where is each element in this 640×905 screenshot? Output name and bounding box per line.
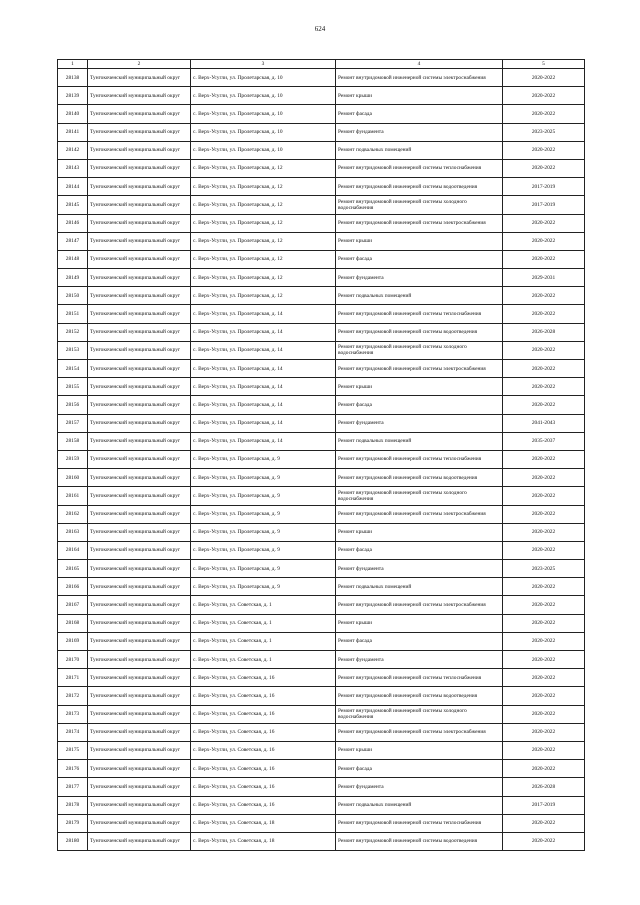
cell-district: Тунгокоченский муниципальный округ xyxy=(88,669,191,687)
table-body xyxy=(58,69,585,851)
table-row xyxy=(58,69,585,87)
cell-district: Тунгокоченский муниципальный округ xyxy=(88,105,191,123)
cell-period: 2020-2022 xyxy=(503,832,585,850)
cell-period: 2020-2022 xyxy=(503,105,585,123)
cell-work: Ремонт подвальных помещений xyxy=(336,578,503,596)
cell-district: Тунгокоченский муниципальный округ xyxy=(88,760,191,778)
cell-num: 28142 xyxy=(58,141,88,159)
cell-work: Ремонт внутридомовой инженерной системы электроснабжения xyxy=(336,360,503,378)
cell-period: 2020-2022 xyxy=(503,87,585,105)
cell-period: 2020-2022 xyxy=(503,741,585,759)
cell-district: Тунгокоченский муниципальный округ xyxy=(88,778,191,796)
cell-num: 28155 xyxy=(58,378,88,396)
table-row xyxy=(58,523,585,541)
cell-address: с. Верх-Усугли, ул. Пролетарская, д. 14 xyxy=(191,432,336,450)
cell-address: с. Верх-Усугли, ул. Пролетарская, д. 9 xyxy=(191,487,336,505)
cell-district: Тунгокоченский муниципальный округ xyxy=(88,614,191,632)
cell-period: 2020-2022 xyxy=(503,814,585,832)
cell-work: Ремонт внутридомовой инженерной системы водоотведения xyxy=(336,178,503,196)
cell-work: Ремонт фасада xyxy=(336,250,503,268)
cell-num: 28143 xyxy=(58,159,88,177)
cell-work: Ремонт фундамента xyxy=(336,123,503,141)
cell-address: с. Верх-Усугли, ул. Пролетарская, д. 9 xyxy=(191,450,336,468)
table-row xyxy=(58,305,585,323)
cell-district: Тунгокоченский муниципальный округ xyxy=(88,178,191,196)
cell-work: Ремонт крыши xyxy=(336,614,503,632)
cell-address: с. Верх-Усугли, ул. Пролетарская, д. 14 xyxy=(191,341,336,359)
cell-period: 2020-2022 xyxy=(503,705,585,723)
cell-num: 28171 xyxy=(58,669,88,687)
cell-address: с. Верх-Усугли, ул. Пролетарская, д. 14 xyxy=(191,396,336,414)
cell-num: 28140 xyxy=(58,105,88,123)
cell-num: 28170 xyxy=(58,651,88,669)
cell-work: Ремонт внутридомовой инженерной системы холодного водоснабжения xyxy=(336,196,503,214)
table-row xyxy=(58,723,585,741)
cell-num: 28173 xyxy=(58,705,88,723)
cell-period: 2020-2022 xyxy=(503,614,585,632)
column-header: 4 xyxy=(336,60,503,69)
column-header: 1 xyxy=(58,60,88,69)
cell-num: 28138 xyxy=(58,69,88,87)
cell-address: с. Верх-Усугли, ул. Советская, д. 1 xyxy=(191,632,336,650)
cell-period: 2023-2025 xyxy=(503,123,585,141)
cell-district: Тунгокоченский муниципальный округ xyxy=(88,396,191,414)
cell-work: Ремонт фасада xyxy=(336,105,503,123)
cell-period: 2020-2022 xyxy=(503,305,585,323)
cell-work: Ремонт внутридомовой инженерной системы холодного водоснабжения xyxy=(336,705,503,723)
cell-district: Тунгокоченский муниципальный округ xyxy=(88,651,191,669)
cell-work: Ремонт внутридомовой инженерной системы теплоснабжения xyxy=(336,305,503,323)
cell-num: 28146 xyxy=(58,214,88,232)
cell-district: Тунгокоченский муниципальный округ xyxy=(88,541,191,559)
cell-period: 2020-2022 xyxy=(503,651,585,669)
cell-district: Тунгокоченский муниципальный округ xyxy=(88,632,191,650)
cell-work: Ремонт внутридомовой инженерной системы водоотведения xyxy=(336,323,503,341)
cell-district: Тунгокоченский муниципальный округ xyxy=(88,450,191,468)
table-row xyxy=(58,778,585,796)
cell-work: Ремонт фундамента xyxy=(336,269,503,287)
cell-work: Ремонт внутридомовой инженерной системы холодного водоснабжения xyxy=(336,487,503,505)
cell-num: 28153 xyxy=(58,341,88,359)
table-row xyxy=(58,323,585,341)
cell-district: Тунгокоченский муниципальный округ xyxy=(88,269,191,287)
table-row xyxy=(58,669,585,687)
table-row xyxy=(58,269,585,287)
cell-period: 2020-2022 xyxy=(503,687,585,705)
cell-work: Ремонт внутридомовой инженерной системы электроснабжения xyxy=(336,723,503,741)
cell-work: Ремонт фундамента xyxy=(336,560,503,578)
cell-work: Ремонт внутридомовой инженерной системы электроснабжения xyxy=(336,596,503,614)
column-header: 3 xyxy=(191,60,336,69)
cell-period: 2020-2022 xyxy=(503,505,585,523)
cell-address: с. Верх-Усугли, ул. Пролетарская, д. 12 xyxy=(191,178,336,196)
cell-period: 2020-2022 xyxy=(503,487,585,505)
cell-district: Тунгокоченский муниципальный округ xyxy=(88,814,191,832)
table-row xyxy=(58,141,585,159)
cell-work: Ремонт крыши xyxy=(336,741,503,759)
table-row xyxy=(58,432,585,450)
cell-district: Тунгокоченский муниципальный округ xyxy=(88,378,191,396)
cell-address: с. Верх-Усугли, ул. Пролетарская, д. 14 xyxy=(191,305,336,323)
cell-period: 2020-2022 xyxy=(503,214,585,232)
cell-num: 28179 xyxy=(58,814,88,832)
cell-period: 2023-2025 xyxy=(503,560,585,578)
cell-num: 28154 xyxy=(58,360,88,378)
cell-num: 28149 xyxy=(58,269,88,287)
cell-work: Ремонт крыши xyxy=(336,378,503,396)
cell-period: 2020-2022 xyxy=(503,723,585,741)
cell-address: с. Верх-Усугли, ул. Пролетарская, д. 10 xyxy=(191,123,336,141)
cell-district: Тунгокоченский муниципальный округ xyxy=(88,87,191,105)
cell-num: 28145 xyxy=(58,196,88,214)
cell-num: 28165 xyxy=(58,560,88,578)
cell-address: с. Верх-Усугли, ул. Советская, д. 1 xyxy=(191,651,336,669)
cell-district: Тунгокоченский муниципальный округ xyxy=(88,741,191,759)
table-row xyxy=(58,214,585,232)
cell-address: с. Верх-Усугли, ул. Пролетарская, д. 10 xyxy=(191,69,336,87)
cell-address: с. Верх-Усугли, ул. Пролетарская, д. 12 xyxy=(191,159,336,177)
cell-address: с. Верх-Усугли, ул. Советская, д. 16 xyxy=(191,760,336,778)
cell-work: Ремонт внутридомовой инженерной системы водоотведения xyxy=(336,832,503,850)
cell-period: 2020-2022 xyxy=(503,341,585,359)
table-row xyxy=(58,105,585,123)
cell-address: с. Верх-Усугли, ул. Советская, д. 1 xyxy=(191,614,336,632)
cell-district: Тунгокоченский муниципальный округ xyxy=(88,123,191,141)
cell-period: 2020-2022 xyxy=(503,232,585,250)
cell-work: Ремонт подвальных помещений xyxy=(336,287,503,305)
cell-work: Ремонт подвальных помещений xyxy=(336,432,503,450)
cell-district: Тунгокоченский муниципальный округ xyxy=(88,705,191,723)
cell-district: Тунгокоченский муниципальный округ xyxy=(88,214,191,232)
table-row xyxy=(58,687,585,705)
table-row xyxy=(58,832,585,850)
table-row xyxy=(58,87,585,105)
cell-num: 28177 xyxy=(58,778,88,796)
cell-period: 2020-2022 xyxy=(503,669,585,687)
table-row xyxy=(58,232,585,250)
cell-district: Тунгокоченский муниципальный округ xyxy=(88,305,191,323)
table-row xyxy=(58,796,585,814)
cell-address: с. Верх-Усугли, ул. Пролетарская, д. 14 xyxy=(191,323,336,341)
cell-num: 28167 xyxy=(58,596,88,614)
cell-num: 28163 xyxy=(58,523,88,541)
table-row xyxy=(58,250,585,268)
cell-district: Тунгокоченский муниципальный округ xyxy=(88,523,191,541)
table-row xyxy=(58,341,585,359)
table-row xyxy=(58,178,585,196)
table-row xyxy=(58,578,585,596)
cell-district: Тунгокоченский муниципальный округ xyxy=(88,250,191,268)
table-row xyxy=(58,414,585,432)
cell-district: Тунгокоченский муниципальный округ xyxy=(88,141,191,159)
cell-work: Ремонт подвальных помещений xyxy=(336,796,503,814)
cell-district: Тунгокоченский муниципальный округ xyxy=(88,596,191,614)
cell-address: с. Верх-Усугли, ул. Советская, д. 18 xyxy=(191,832,336,850)
cell-district: Тунгокоченский муниципальный округ xyxy=(88,832,191,850)
cell-period: 2020-2022 xyxy=(503,541,585,559)
cell-district: Тунгокоченский муниципальный округ xyxy=(88,360,191,378)
cell-address: с. Верх-Усугли, ул. Пролетарская, д. 10 xyxy=(191,141,336,159)
table-row xyxy=(58,159,585,177)
cell-district: Тунгокоченский муниципальный округ xyxy=(88,341,191,359)
cell-work: Ремонт фундамента xyxy=(336,414,503,432)
cell-work: Ремонт крыши xyxy=(336,232,503,250)
table-row xyxy=(58,632,585,650)
cell-district: Тунгокоченский муниципальный округ xyxy=(88,469,191,487)
cell-address: с. Верх-Усугли, ул. Пролетарская, д. 9 xyxy=(191,560,336,578)
cell-period: 2020-2022 xyxy=(503,159,585,177)
cell-work: Ремонт фасада xyxy=(336,632,503,650)
cell-address: с. Верх-Усугли, ул. Пролетарская, д. 9 xyxy=(191,578,336,596)
cell-num: 28162 xyxy=(58,505,88,523)
cell-num: 28161 xyxy=(58,487,88,505)
cell-address: с. Верх-Усугли, ул. Советская, д. 18 xyxy=(191,814,336,832)
cell-address: с. Верх-Усугли, ул. Пролетарская, д. 14 xyxy=(191,378,336,396)
cell-address: с. Верх-Усугли, ул. Пролетарская, д. 12 xyxy=(191,214,336,232)
cell-address: с. Верх-Усугли, ул. Пролетарская, д. 9 xyxy=(191,523,336,541)
cell-address: с. Верх-Усугли, ул. Советская, д. 16 xyxy=(191,778,336,796)
cell-address: с. Верх-Усугли, ул. Пролетарская, д. 9 xyxy=(191,505,336,523)
cell-period: 2020-2022 xyxy=(503,523,585,541)
cell-district: Тунгокоченский муниципальный округ xyxy=(88,159,191,177)
cell-period: 2017-2019 xyxy=(503,796,585,814)
cell-work: Ремонт фасада xyxy=(336,760,503,778)
table-row xyxy=(58,741,585,759)
cell-address: с. Верх-Усугли, ул. Советская, д. 1 xyxy=(191,596,336,614)
cell-period: 2020-2022 xyxy=(503,596,585,614)
table-row xyxy=(58,541,585,559)
cell-district: Тунгокоченский муниципальный округ xyxy=(88,232,191,250)
cell-work: Ремонт внутридомовой инженерной системы электроснабжения xyxy=(336,69,503,87)
cell-district: Тунгокоченский муниципальный округ xyxy=(88,414,191,432)
cell-work: Ремонт внутридомовой инженерной системы электроснабжения xyxy=(336,214,503,232)
cell-period: 2017-2019 xyxy=(503,178,585,196)
table-row xyxy=(58,123,585,141)
cell-address: с. Верх-Усугли, ул. Пролетарская, д. 10 xyxy=(191,105,336,123)
cell-address: с. Верх-Усугли, ул. Пролетарская, д. 12 xyxy=(191,269,336,287)
table-row xyxy=(58,287,585,305)
cell-district: Тунгокоченский муниципальный округ xyxy=(88,505,191,523)
cell-work: Ремонт внутридомовой инженерной системы водоотведения xyxy=(336,469,503,487)
cell-district: Тунгокоченский муниципальный округ xyxy=(88,323,191,341)
cell-address: с. Верх-Усугли, ул. Пролетарская, д. 9 xyxy=(191,469,336,487)
cell-period: 2035-2037 xyxy=(503,432,585,450)
cell-num: 28151 xyxy=(58,305,88,323)
cell-district: Тунгокоченский муниципальный округ xyxy=(88,196,191,214)
cell-district: Тунгокоченский муниципальный округ xyxy=(88,723,191,741)
cell-address: с. Верх-Усугли, ул. Пролетарская, д. 12 xyxy=(191,196,336,214)
cell-work: Ремонт внутридомовой инженерной системы холодного водоснабжения xyxy=(336,341,503,359)
cell-address: с. Верх-Усугли, ул. Советская, д. 16 xyxy=(191,669,336,687)
cell-district: Тунгокоченский муниципальный округ xyxy=(88,578,191,596)
cell-address: с. Верх-Усугли, ул. Советская, д. 16 xyxy=(191,705,336,723)
cell-period: 2020-2022 xyxy=(503,578,585,596)
cell-work: Ремонт крыши xyxy=(336,87,503,105)
cell-period: 2020-2022 xyxy=(503,141,585,159)
cell-district: Тунгокоченский муниципальный округ xyxy=(88,287,191,305)
cell-address: с. Верх-Усугли, ул. Пролетарская, д. 9 xyxy=(191,541,336,559)
cell-district: Тунгокоченский муниципальный округ xyxy=(88,687,191,705)
cell-num: 28172 xyxy=(58,687,88,705)
cell-address: с. Верх-Усугли, ул. Советская, д. 16 xyxy=(191,796,336,814)
cell-num: 28169 xyxy=(58,632,88,650)
cell-period: 2020-2022 xyxy=(503,250,585,268)
cell-num: 28147 xyxy=(58,232,88,250)
cell-work: Ремонт фундамента xyxy=(336,651,503,669)
table-row xyxy=(58,360,585,378)
cell-work: Ремонт фасада xyxy=(336,396,503,414)
cell-work: Ремонт внутридомовой инженерной системы теплоснабжения xyxy=(336,159,503,177)
cell-address: с. Верх-Усугли, ул. Советская, д. 16 xyxy=(191,687,336,705)
table-row xyxy=(58,469,585,487)
cell-num: 28158 xyxy=(58,432,88,450)
cell-num: 28166 xyxy=(58,578,88,596)
column-header: 2 xyxy=(88,60,191,69)
page-number: 624 xyxy=(314,25,326,33)
column-header: 5 xyxy=(503,60,585,69)
cell-period: 2020-2022 xyxy=(503,69,585,87)
cell-work: Ремонт подвальных помещений xyxy=(336,141,503,159)
cell-num: 28174 xyxy=(58,723,88,741)
table-row xyxy=(58,378,585,396)
table-row xyxy=(58,560,585,578)
cell-work: Ремонт внутридомовой инженерной системы электроснабжения xyxy=(336,505,503,523)
cell-period: 2020-2022 xyxy=(503,760,585,778)
cell-period: 2029-2031 xyxy=(503,269,585,287)
cell-num: 28148 xyxy=(58,250,88,268)
cell-num: 28180 xyxy=(58,832,88,850)
cell-address: с. Верх-Усугли, ул. Советская, д. 16 xyxy=(191,741,336,759)
cell-num: 28139 xyxy=(58,87,88,105)
cell-num: 28175 xyxy=(58,741,88,759)
table-row xyxy=(58,614,585,632)
cell-period: 2041-2043 xyxy=(503,414,585,432)
cell-address: с. Верх-Усугли, ул. Советская, д. 16 xyxy=(191,723,336,741)
cell-address: с. Верх-Усугли, ул. Пролетарская, д. 12 xyxy=(191,232,336,250)
cell-work: Ремонт внутридомовой инженерной системы теплоснабжения xyxy=(336,814,503,832)
cell-period: 2020-2022 xyxy=(503,360,585,378)
cell-num: 28152 xyxy=(58,323,88,341)
table-row xyxy=(58,450,585,468)
cell-num: 28164 xyxy=(58,541,88,559)
cell-district: Тунгокоченский муниципальный округ xyxy=(88,487,191,505)
table-row xyxy=(58,705,585,723)
cell-period: 2020-2022 xyxy=(503,287,585,305)
table-row xyxy=(58,487,585,505)
cell-district: Тунгокоченский муниципальный округ xyxy=(88,796,191,814)
cell-work: Ремонт внутридомовой инженерной системы водоотведения xyxy=(336,687,503,705)
cell-district: Тунгокоченский муниципальный округ xyxy=(88,560,191,578)
cell-period: 2026-2028 xyxy=(503,323,585,341)
table-row xyxy=(58,814,585,832)
cell-work: Ремонт крыши xyxy=(336,523,503,541)
cell-num: 28157 xyxy=(58,414,88,432)
cell-num: 28144 xyxy=(58,178,88,196)
cell-address: с. Верх-Усугли, ул. Пролетарская, д. 10 xyxy=(191,87,336,105)
cell-work: Ремонт фундамента xyxy=(336,778,503,796)
cell-address: с. Верх-Усугли, ул. Пролетарская, д. 14 xyxy=(191,414,336,432)
column-number-row xyxy=(58,60,585,69)
table-row xyxy=(58,196,585,214)
cell-period: 2020-2022 xyxy=(503,450,585,468)
cell-period: 2020-2022 xyxy=(503,632,585,650)
cell-district: Тунгокоченский муниципальный округ xyxy=(88,432,191,450)
cell-work: Ремонт внутридомовой инженерной системы теплоснабжения xyxy=(336,450,503,468)
table-row xyxy=(58,396,585,414)
cell-num: 28160 xyxy=(58,469,88,487)
cell-num: 28176 xyxy=(58,760,88,778)
cell-address: с. Верх-Усугли, ул. Пролетарская, д. 12 xyxy=(191,287,336,305)
cell-num: 28150 xyxy=(58,287,88,305)
table-row xyxy=(58,651,585,669)
cell-num: 28141 xyxy=(58,123,88,141)
cell-address: с. Верх-Усугли, ул. Пролетарская, д. 12 xyxy=(191,250,336,268)
cell-num: 28178 xyxy=(58,796,88,814)
table-row xyxy=(58,505,585,523)
cell-num: 28168 xyxy=(58,614,88,632)
table-row xyxy=(58,760,585,778)
cell-num: 28159 xyxy=(58,450,88,468)
repair-schedule-table xyxy=(57,59,585,851)
cell-period: 2020-2022 xyxy=(503,378,585,396)
cell-period: 2026-2028 xyxy=(503,778,585,796)
cell-work: Ремонт внутридомовой инженерной системы теплоснабжения xyxy=(336,669,503,687)
cell-num: 28156 xyxy=(58,396,88,414)
cell-period: 2020-2022 xyxy=(503,469,585,487)
cell-period: 2020-2022 xyxy=(503,396,585,414)
cell-district: Тунгокоченский муниципальный округ xyxy=(88,69,191,87)
cell-address: с. Верх-Усугли, ул. Пролетарская, д. 14 xyxy=(191,360,336,378)
cell-period: 2017-2019 xyxy=(503,196,585,214)
table-row xyxy=(58,596,585,614)
cell-work: Ремонт фасада xyxy=(336,541,503,559)
